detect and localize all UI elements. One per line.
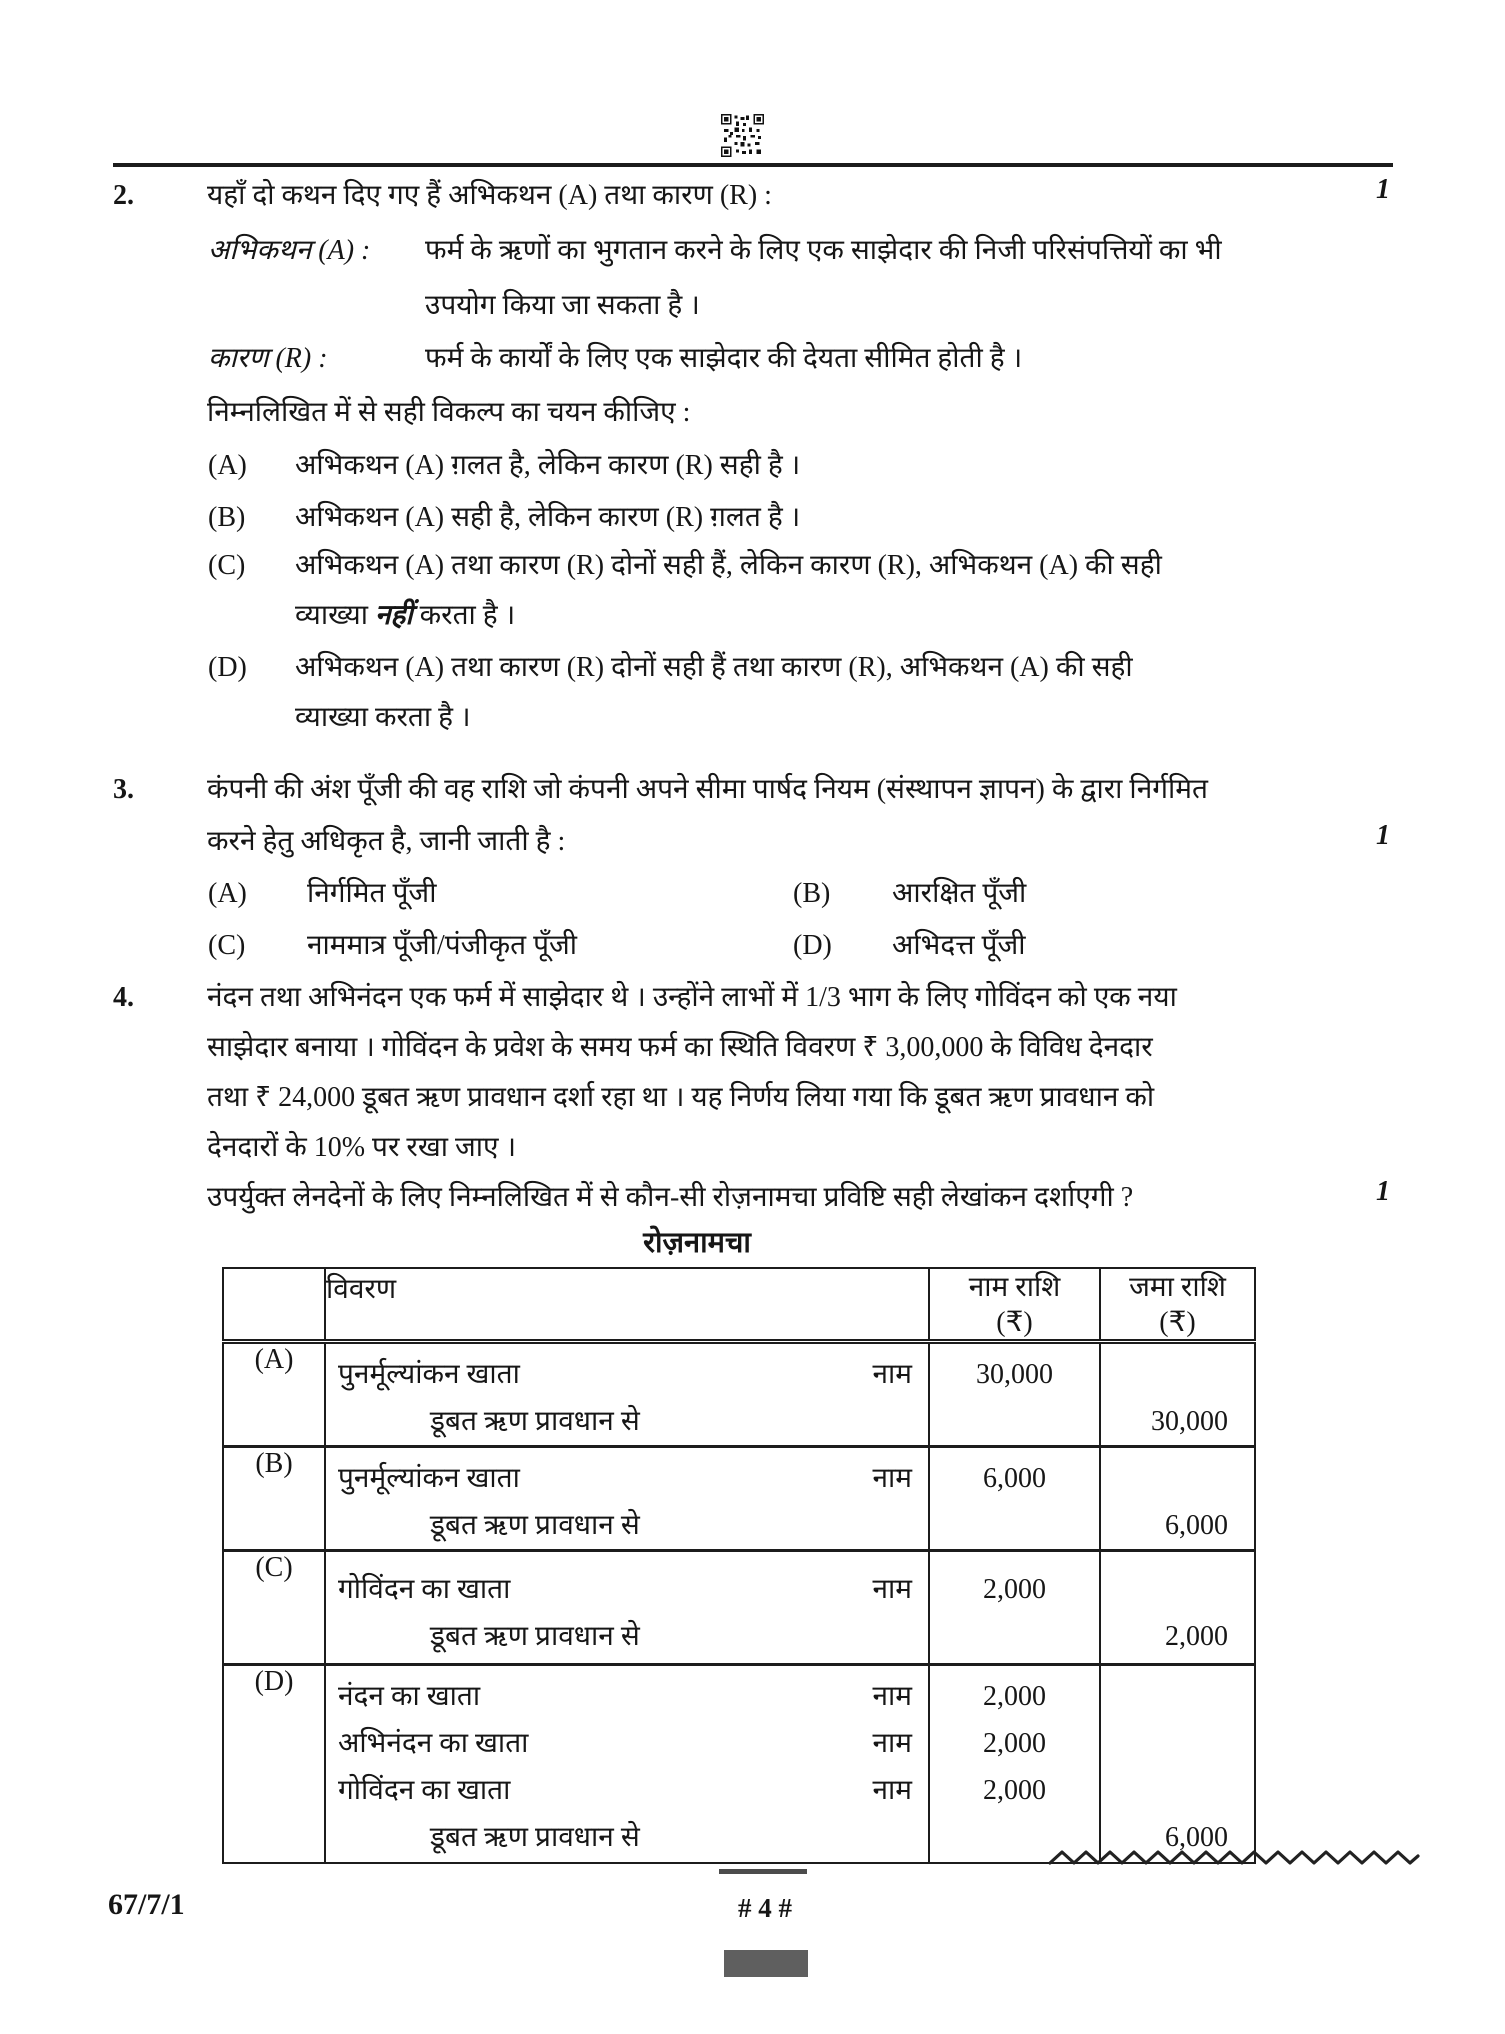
journal-row-a-label: (A) bbox=[223, 1342, 325, 1447]
q2-choose-instruction: निम्नलिखित में से सही विकल्प का चयन कीजिए : bbox=[207, 397, 691, 428]
q2-number: 2. bbox=[113, 180, 134, 211]
q2-assertion-label: अभिकथन (A) : bbox=[208, 235, 371, 266]
debit-amount: 2,000 bbox=[983, 1728, 1046, 1759]
journal-header-blank bbox=[223, 1268, 325, 1342]
debit-amount: 2,000 bbox=[983, 1574, 1046, 1605]
q4-line5: उपर्युक्त लेनदेनों के लिए निम्नलिखित में से कौन-सी रोज़नामचा प्रविष्टि सही लेखांकन दर्शाएगी ? bbox=[207, 1182, 1134, 1213]
paper-code: 67/7/1 bbox=[108, 1888, 185, 1921]
q4-line1: नंदन तथा अभिनंदन एक फर्म में साझेदार थे । उन्होंने लाभों में 1/3 भाग के लिए गोविंदन को एक नया bbox=[207, 982, 1177, 1013]
journal-entry: गोविंदन का खाता नाम bbox=[338, 1775, 912, 1806]
q4-line3: तथा ₹ 24,000 डूबत ऋण प्रावधान दर्शा रहा था । यह निर्णय लिया गया कि डूबत ऋण प्रावधान को bbox=[207, 1082, 1155, 1113]
q2-option-d-label: (D) bbox=[208, 652, 247, 683]
debit-amount: 30,000 bbox=[976, 1359, 1053, 1390]
q3-line1: कंपनी की अंश पूँजी की वह राशि जो कंपनी अपने सीमा पार्षद नियम (संस्थापन ज्ञापन) के द्वारा निर्गमित bbox=[207, 774, 1208, 805]
q3-option-b-text: आरक्षित पूँजी bbox=[892, 878, 1027, 909]
qr-code bbox=[721, 114, 764, 157]
q2-option-b-label: (B) bbox=[208, 502, 246, 533]
journal-entry: गोविंदन का खाता नाम bbox=[338, 1574, 912, 1605]
journal-row-b-label: (B) bbox=[223, 1447, 325, 1551]
journal-entry: डूबत ऋण प्रावधान से bbox=[430, 1822, 640, 1853]
q2-reason-text: फर्म के कार्यों के लिए एक साझेदार की देयता सीमित होती है । bbox=[425, 343, 1023, 374]
debit-amount: 6,000 bbox=[983, 1463, 1046, 1494]
q2-option-d-text: अभिकथन (A) तथा कारण (R) दोनों सही हैं तथा कारण (R), अभिकथन (A) की सही bbox=[295, 652, 1133, 683]
journal-row-d bbox=[223, 1665, 1255, 1863]
squiggle-line bbox=[1048, 1846, 1420, 1875]
q2-option-a-label: (A) bbox=[208, 450, 247, 481]
footer-bar bbox=[724, 1950, 808, 1977]
journal-entry: पुनर्मूल्यांकन खाता नाम bbox=[338, 1463, 912, 1494]
q3-option-c-text: नाममात्र पूँजी/पंजीकृत पूँजी bbox=[307, 930, 578, 961]
journal-entry: डूबत ऋण प्रावधान से bbox=[430, 1510, 640, 1541]
q2-intro: यहाँ दो कथन दिए गए हैं अभिकथन (A) तथा कारण (R) : bbox=[207, 180, 772, 211]
q2-option-c-text2: व्याख्या नहीं करता है । bbox=[295, 600, 516, 631]
q4-marks: 1 bbox=[1376, 1176, 1390, 1207]
journal-header-credit: जमा राशि (₹) bbox=[1100, 1268, 1255, 1342]
journal-row-a bbox=[223, 1342, 1255, 1447]
journal-entry: पुनर्मूल्यांकन खाता नाम bbox=[338, 1359, 912, 1390]
credit-amount: 6,000 bbox=[1165, 1822, 1228, 1853]
q3-option-d-text: अभिदत्त पूँजी bbox=[892, 930, 1026, 961]
page-number: # 4 # bbox=[738, 1893, 792, 1923]
journal-row-c-label: (C) bbox=[223, 1551, 325, 1665]
q3-number: 3. bbox=[113, 774, 134, 805]
credit-amount: 2,000 bbox=[1165, 1621, 1228, 1652]
q4-number: 4. bbox=[113, 982, 134, 1013]
q3-line2: करने हेतु अधिकृत है, जानी जाती है : bbox=[207, 826, 566, 857]
q2-reason-label: कारण (R) : bbox=[208, 343, 328, 374]
q2-option-b-text: अभिकथन (A) सही है, लेकिन कारण (R) ग़लत है । bbox=[295, 502, 801, 533]
q2-option-a-text: अभिकथन (A) ग़लत है, लेकिन कारण (R) सही है । bbox=[295, 450, 801, 481]
q4-line4: देनदारों के 10% पर रखा जाए । bbox=[207, 1132, 517, 1163]
q2-marks: 1 bbox=[1376, 174, 1390, 205]
header-rule bbox=[113, 163, 1393, 167]
journal-entry: डूबत ऋण प्रावधान से bbox=[430, 1621, 640, 1652]
footer-rule bbox=[719, 1869, 807, 1874]
q2-option-c-emphasis: नहीं bbox=[374, 600, 413, 631]
q2-option-c-label: (C) bbox=[208, 550, 246, 581]
journal-row-d-label: (D) bbox=[223, 1665, 325, 1863]
journal-row-b bbox=[223, 1447, 1255, 1551]
q4-line2: साझेदार बनाया । गोविंदन के प्रवेश के समय फर्म का स्थिति विवरण ₹ 3,00,000 के विविध देनदार bbox=[207, 1032, 1153, 1063]
journal-title: रोज़नामचा bbox=[643, 1227, 751, 1259]
journal-header-row bbox=[223, 1268, 1255, 1342]
q3-option-c-label: (C) bbox=[208, 930, 246, 961]
q3-option-a-label: (A) bbox=[208, 878, 247, 909]
credit-amount: 6,000 bbox=[1165, 1510, 1228, 1541]
journal-entry: डूबत ऋण प्रावधान से bbox=[430, 1406, 640, 1437]
journal-entry: नंदन का खाता नाम bbox=[338, 1681, 912, 1712]
q3-option-a-text: निर्गमित पूँजी bbox=[307, 878, 437, 909]
q2-assertion-line1: फर्म के ऋणों का भुगतान करने के लिए एक साझेदार की निजी परिसंपत्तियों का भी bbox=[425, 235, 1222, 266]
debit-amount: 2,000 bbox=[983, 1681, 1046, 1712]
q3-marks: 1 bbox=[1376, 820, 1390, 851]
q2-assertion-line2: उपयोग किया जा सकता है । bbox=[425, 290, 700, 321]
q3-option-b-label: (B) bbox=[793, 878, 831, 909]
journal-header-debit: नाम राशि (₹) bbox=[929, 1268, 1100, 1342]
q3-option-d-label: (D) bbox=[793, 930, 832, 961]
q2-option-d-text2: व्याख्या करता है । bbox=[295, 702, 471, 733]
journal-table bbox=[222, 1267, 1256, 1864]
debit-amount: 2,000 bbox=[983, 1775, 1046, 1806]
credit-amount: 30,000 bbox=[1151, 1406, 1228, 1437]
journal-entry: अभिनंदन का खाता नाम bbox=[338, 1728, 912, 1759]
journal-row-c bbox=[223, 1551, 1255, 1665]
journal-header-particulars: विवरण bbox=[325, 1268, 929, 1342]
q2-option-c-text: अभिकथन (A) तथा कारण (R) दोनों सही हैं, लेकिन कारण (R), अभिकथन (A) की सही bbox=[295, 550, 1162, 581]
